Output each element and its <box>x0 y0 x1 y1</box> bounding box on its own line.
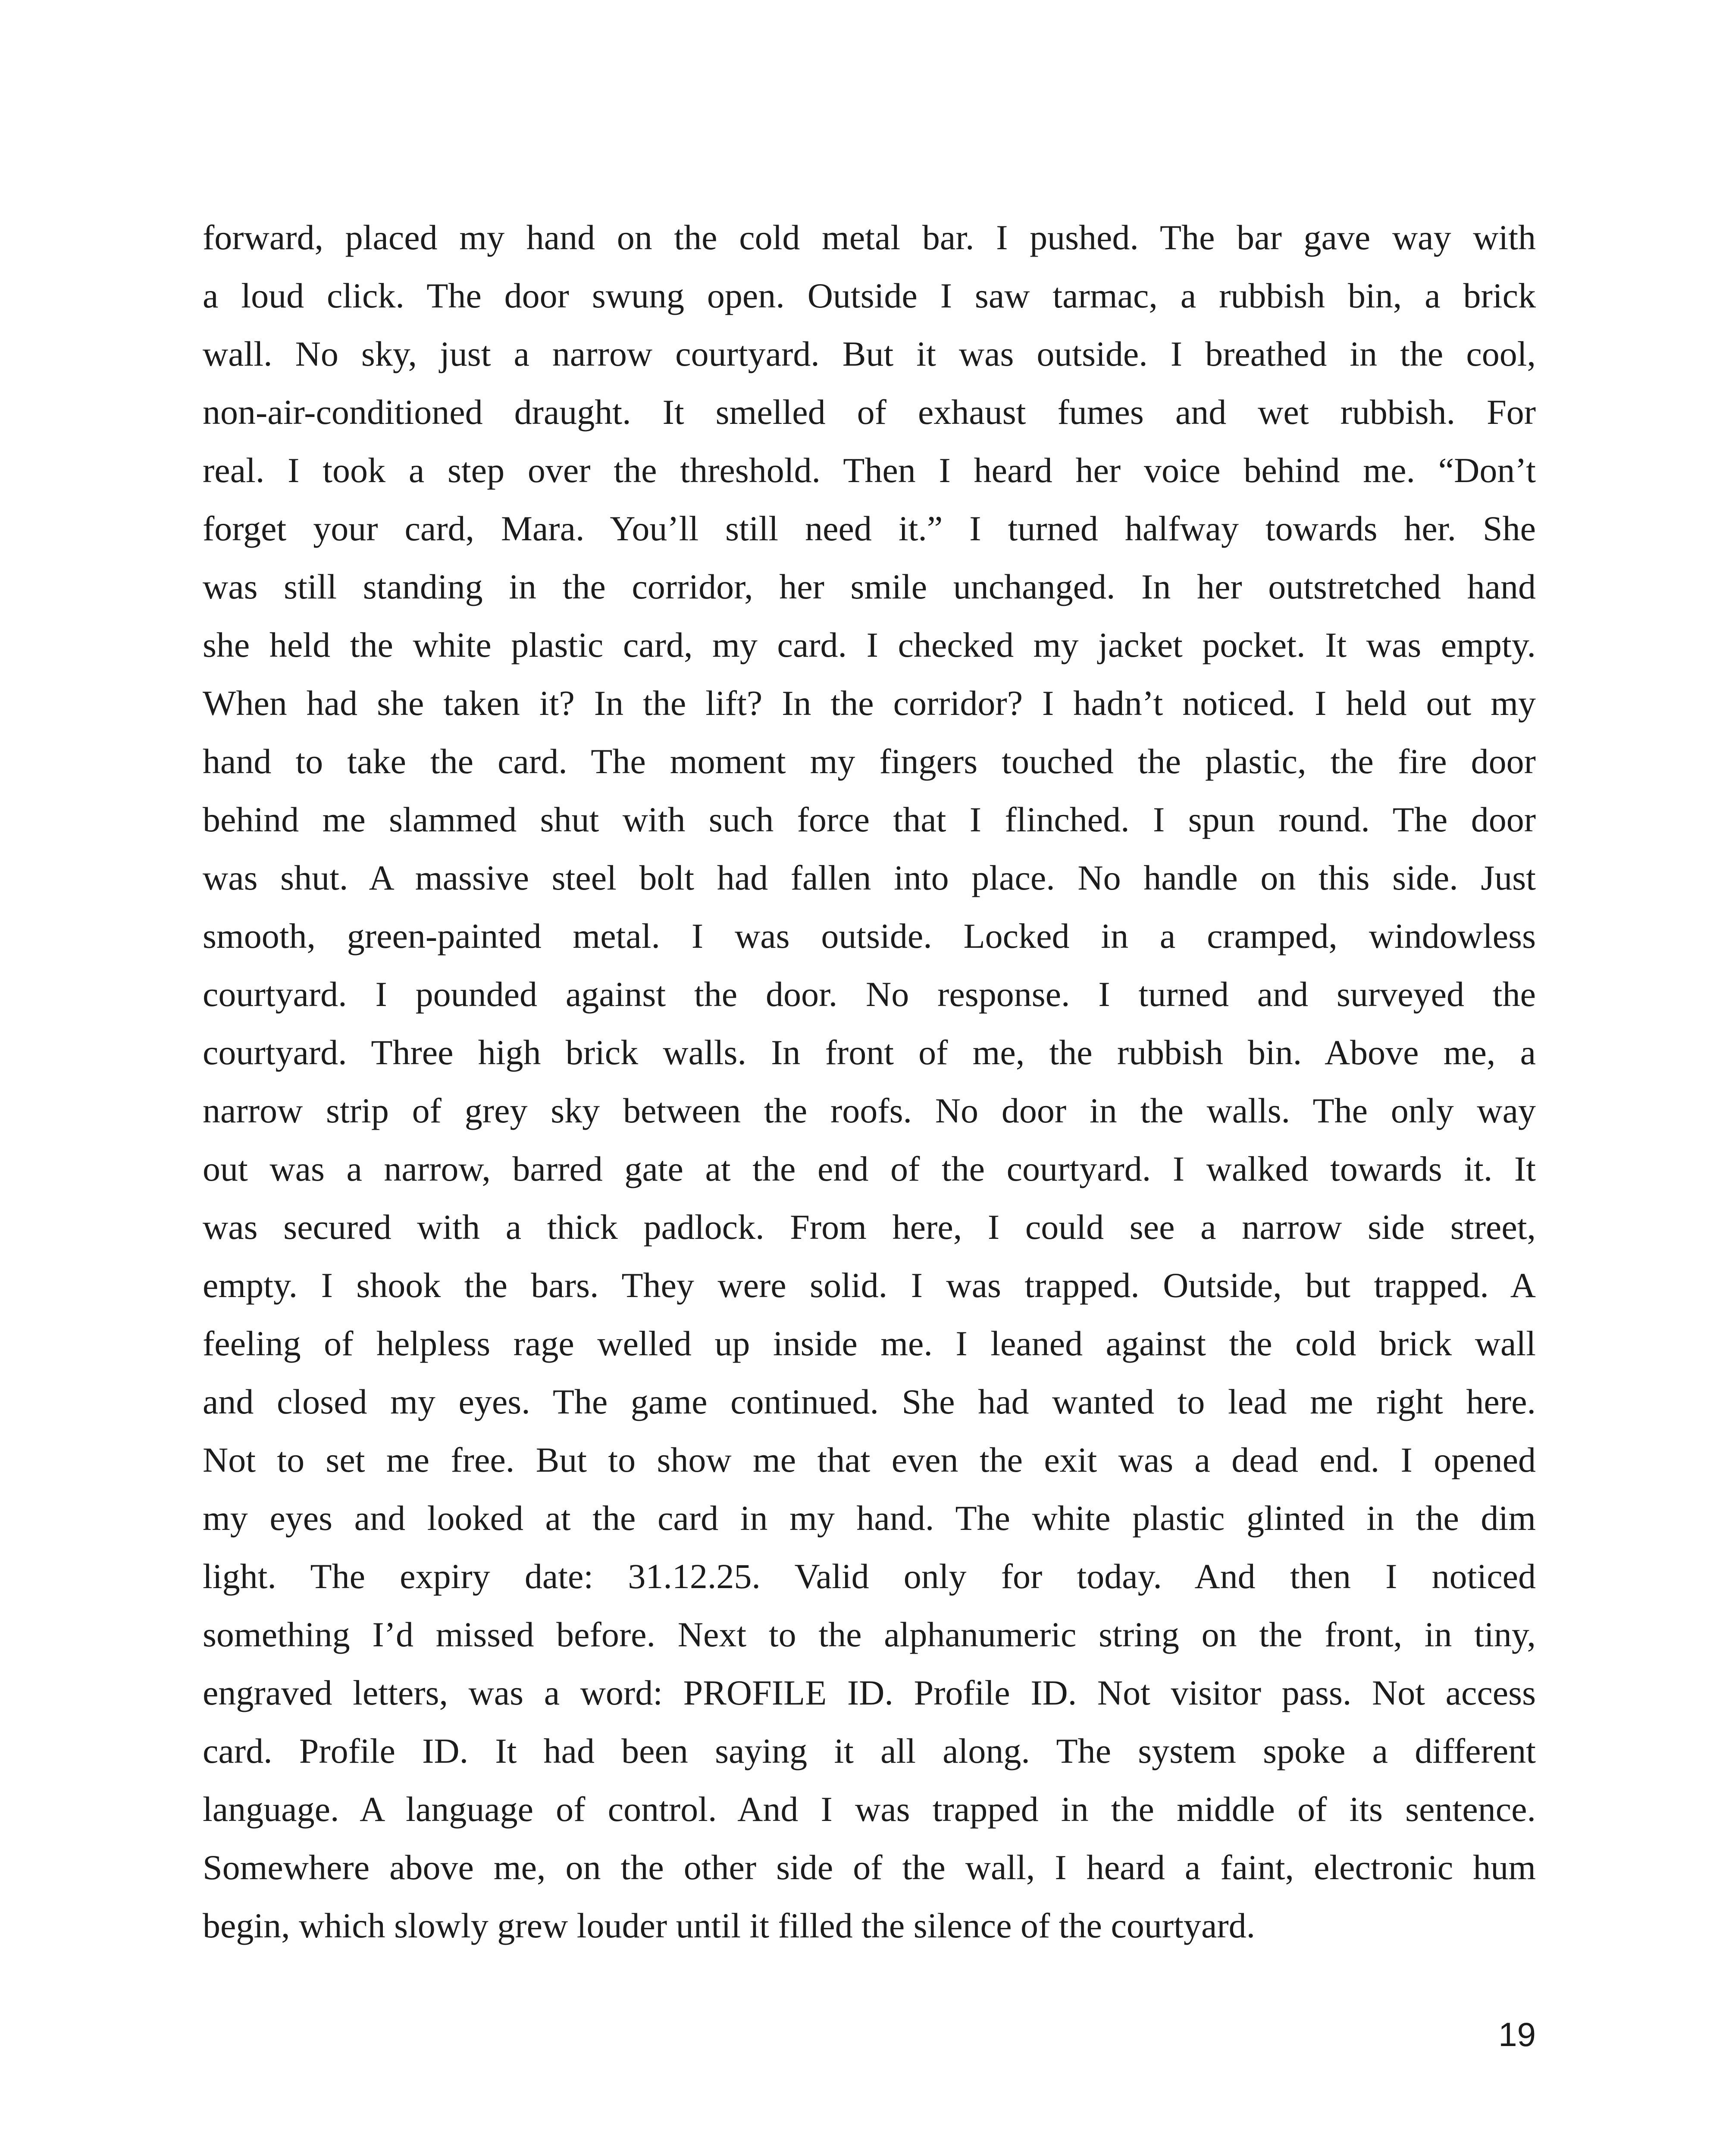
text-line: Not to set me free. But to show me that even the exit was a dead end. I opened <box>203 1440 1536 1479</box>
text-line: narrow strip of grey sky between the roofs. No door in the walls. The only way <box>203 1091 1536 1130</box>
text-line: engraved letters, was a word: PROFILE ID. Profile ID. Not visitor pass. Not access <box>203 1673 1536 1712</box>
text-line: language. A language of control. And I was trapped in the middle of its sentence. <box>203 1789 1536 1829</box>
text-line: and closed my eyes. The game continued. She had wanted to lead me right here. <box>203 1382 1536 1421</box>
text-line: a loud click. The door swung open. Outside I saw tarmac, a rubbish bin, a brick <box>203 276 1536 315</box>
body-paragraph <box>203 208 1536 1955</box>
text-line: empty. I shook the bars. They were solid. I was trapped. Outside, but trapped. A <box>203 1266 1536 1305</box>
text-line: was shut. A massive steel bolt had fallen into place. No handle on this side. Just <box>203 858 1536 897</box>
text-line: feeling of helpless rage welled up inside me. I leaned against the cold brick wall <box>203 1324 1536 1363</box>
text-line: something I’d missed before. Next to the alphanumeric string on the front, in tiny, <box>203 1615 1536 1654</box>
text-line: behind me slammed shut with such force that I flinched. I spun round. The door <box>203 800 1536 839</box>
text-line: Somewhere above me, on the other side of the wall, I heard a faint, electronic hum <box>203 1848 1536 1887</box>
text-line: forget your card, Mara. You’ll still need it.” I turned halfway towards her. She <box>203 509 1536 548</box>
text-line: forward, placed my hand on the cold metal bar. I pushed. The bar gave way with <box>203 218 1536 257</box>
text-line: light. The expiry date: 31.12.25. Valid only for today. And then I noticed <box>203 1557 1536 1596</box>
text-line: out was a narrow, barred gate at the end of the courtyard. I walked towards it. It <box>203 1149 1536 1188</box>
text-line: When had she taken it? In the lift? In the corridor? I hadn’t noticed. I held out my <box>203 683 1536 723</box>
text-line: was secured with a thick padlock. From here, I could see a narrow side street, <box>203 1207 1536 1247</box>
text-line: card. Profile ID. It had been saying it all along. The system spoke a different <box>203 1731 1536 1771</box>
page-number: 19 <box>1498 2015 1536 2053</box>
text-line: hand to take the card. The moment my fingers touched the plastic, the fire door <box>203 742 1536 781</box>
text-line: my eyes and looked at the card in my hand. The white plastic glinted in the dim <box>203 1498 1536 1538</box>
text-line: begin, which slowly grew louder until it filled the silence of the courtyard. <box>203 1906 1256 1945</box>
text-line: courtyard. I pounded against the door. No response. I turned and surveyed the <box>203 975 1536 1014</box>
text-line: she held the white plastic card, my card. I checked my jacket pocket. It was empty. <box>203 625 1536 664</box>
text-line: smooth, green-painted metal. I was outside. Locked in a cramped, windowless <box>203 916 1536 956</box>
text-line: wall. No sky, just a narrow courtyard. But it was outside. I breathed in the cool, <box>203 334 1536 373</box>
text-line: real. I took a step over the threshold. Then I heard her voice behind me. “Don’t <box>203 451 1536 490</box>
text-line: non-air-conditioned draught. It smelled of exhaust fumes and wet rubbish. For <box>203 392 1536 432</box>
text-line: was still standing in the corridor, her smile unchanged. In her outstretched hand <box>203 567 1536 606</box>
text-line: courtyard. Three high brick walls. In front of me, the rubbish bin. Above me, a <box>203 1033 1536 1072</box>
